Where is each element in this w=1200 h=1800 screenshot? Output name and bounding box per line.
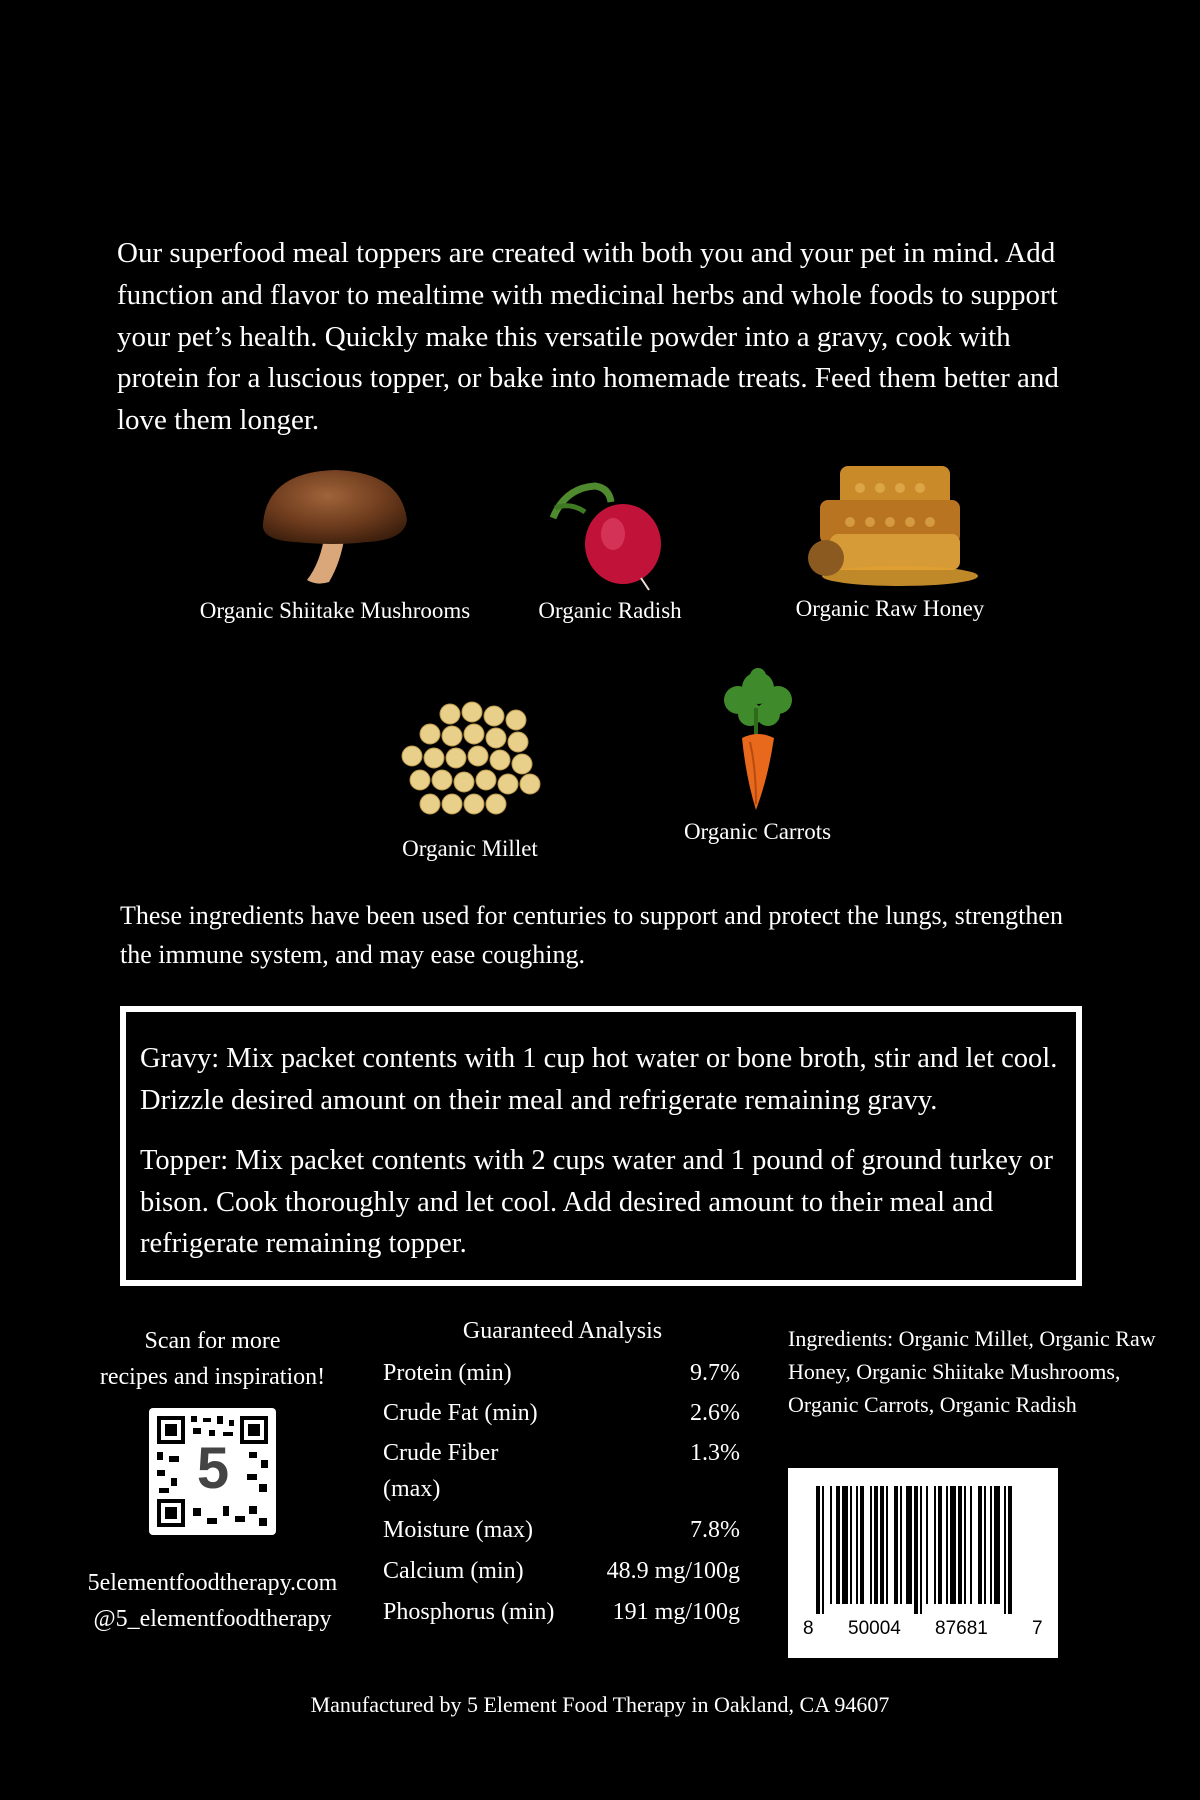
barcode-bar	[860, 1486, 864, 1604]
barcode-bar	[934, 1486, 936, 1604]
barcode-bar	[906, 1486, 912, 1604]
barcode-bar	[994, 1486, 1000, 1604]
analysis-name: Crude Fat (min)	[383, 1400, 538, 1426]
ingredient-label: Organic Raw Honey	[795, 596, 985, 621]
analysis-value: 191 mg/100g	[612, 1599, 740, 1625]
analysis-name: Phosphorus (min)	[383, 1599, 555, 1625]
barcode-bar	[842, 1486, 848, 1604]
intro-paragraph: Our superfood meal toppers are created with both you and your pet in mind. Add function and flavor to mealtime with medicinal herbs and whole foods to support your pet’s health. Quickly make this versatile powder into a gravy, cook with protein for a luscious topper, or bake into homemade treats. Feed them better and love them longer.	[117, 237, 1059, 437]
barcode-bar	[870, 1486, 872, 1604]
barcode-bar	[822, 1486, 824, 1614]
barcode-bar	[830, 1486, 832, 1604]
barcode-bar	[926, 1486, 928, 1604]
barcode-bar	[856, 1486, 858, 1604]
analysis-value: 1.3%	[690, 1440, 740, 1466]
scan-line-1: Scan for more	[144, 1328, 281, 1354]
analysis-name: Calcium (min)	[383, 1558, 524, 1584]
ingredient-millet	[370, 700, 570, 862]
barcode-bar	[874, 1486, 878, 1604]
ingredient-label: Organic Carrots	[683, 819, 832, 844]
scan-prompt	[60, 1323, 365, 1395]
barcode-bar	[970, 1486, 972, 1604]
barcode-bar	[886, 1486, 888, 1604]
radish-icon	[545, 478, 675, 592]
ingredient-honey	[765, 460, 1015, 622]
barcode-bar	[984, 1486, 986, 1604]
ingredient-label: Organic Shiitake Mushrooms	[199, 598, 471, 623]
topper-directions: Topper: Mix packet contents with 2 cups water and 1 pound of ground turkey or bison. Cook thoroughly and let cool. Add desired amount to their meal and refrigerate remaining topper.	[140, 1145, 1053, 1259]
honeycomb-icon	[800, 460, 980, 590]
analysis-value: 9.7%	[690, 1360, 740, 1386]
barcode-bar	[920, 1486, 922, 1614]
barcode-bar	[946, 1486, 948, 1604]
barcode-bar	[880, 1486, 884, 1604]
barcode-digits	[788, 1618, 1058, 1648]
ingredient-carrot	[660, 668, 855, 845]
analysis-value: 7.8%	[690, 1517, 740, 1543]
barcode-bar	[964, 1486, 966, 1604]
millet-icon	[390, 700, 550, 830]
scan-line-2: recipes and inspiration!	[99, 1364, 326, 1390]
analysis-name: Crude Fiber (max)	[383, 1440, 499, 1502]
barcode-bar	[1004, 1486, 1006, 1614]
barcode	[788, 1468, 1058, 1658]
website-link[interactable]: 5elementfoodtherapy.com	[87, 1570, 338, 1596]
barcode-bar	[950, 1486, 956, 1604]
analysis-value: 2.6%	[690, 1400, 740, 1426]
barcode-bar	[958, 1486, 962, 1604]
analysis-name: Protein (min)	[383, 1360, 512, 1386]
barcode-bar	[816, 1486, 820, 1614]
barcode-bar	[914, 1486, 918, 1614]
ingredients-list: Ingredients: Organic Millet, Organic Raw Honey, Organic Shiitake Mushrooms, Organic Carrots, Organic Radish	[788, 1326, 1156, 1417]
analysis-value: 48.9 mg/100g	[606, 1558, 740, 1584]
manufacturer-footer: Manufactured by 5 Element Food Therapy in Oakland, CA 94607	[310, 1692, 890, 1717]
barcode-bar	[900, 1486, 902, 1604]
barcode-bar	[990, 1486, 992, 1604]
barcode-bar	[894, 1486, 898, 1604]
barcode-digit-last: 7	[1032, 1618, 1043, 1639]
qr-center-badge: 5	[187, 1438, 239, 1500]
ingredient-shiitake	[185, 462, 485, 624]
ingredient-label: Organic Millet	[402, 836, 538, 861]
ingredient-label: Organic Radish	[538, 598, 682, 623]
barcode-bar	[938, 1486, 942, 1604]
carrot-icon	[698, 668, 818, 813]
mushroom-icon	[255, 462, 415, 592]
barcode-digits-left: 50004	[848, 1618, 901, 1639]
barcode-bar	[836, 1486, 840, 1604]
barcode-bar	[978, 1486, 982, 1604]
benefits-paragraph: These ingredients have been used for centuries to support and protect the lungs, strengthen the immune system, and may ease coughing.	[120, 901, 1063, 969]
analysis-name: Moisture (max)	[383, 1517, 533, 1543]
contact-links	[50, 1565, 375, 1637]
barcode-digits-right: 87681	[935, 1618, 988, 1639]
barcode-bars	[788, 1468, 1058, 1618]
qr-code[interactable]	[149, 1408, 276, 1535]
barcode-digit-first: 8	[803, 1618, 814, 1639]
social-handle[interactable]: @5_elementfoodtherapy	[93, 1606, 332, 1632]
analysis-title: Guaranteed Analysis	[462, 1318, 663, 1344]
barcode-bar	[850, 1486, 852, 1604]
ingredient-radish	[520, 478, 700, 624]
gravy-directions: Gravy: Mix packet contents with 1 cup hot water or bone broth, stir and let cool. Drizzle desired amount on their meal and refrigerate remaining gravy.	[140, 1043, 1058, 1116]
directions-box	[120, 1006, 1082, 1286]
barcode-bar	[1008, 1486, 1012, 1614]
